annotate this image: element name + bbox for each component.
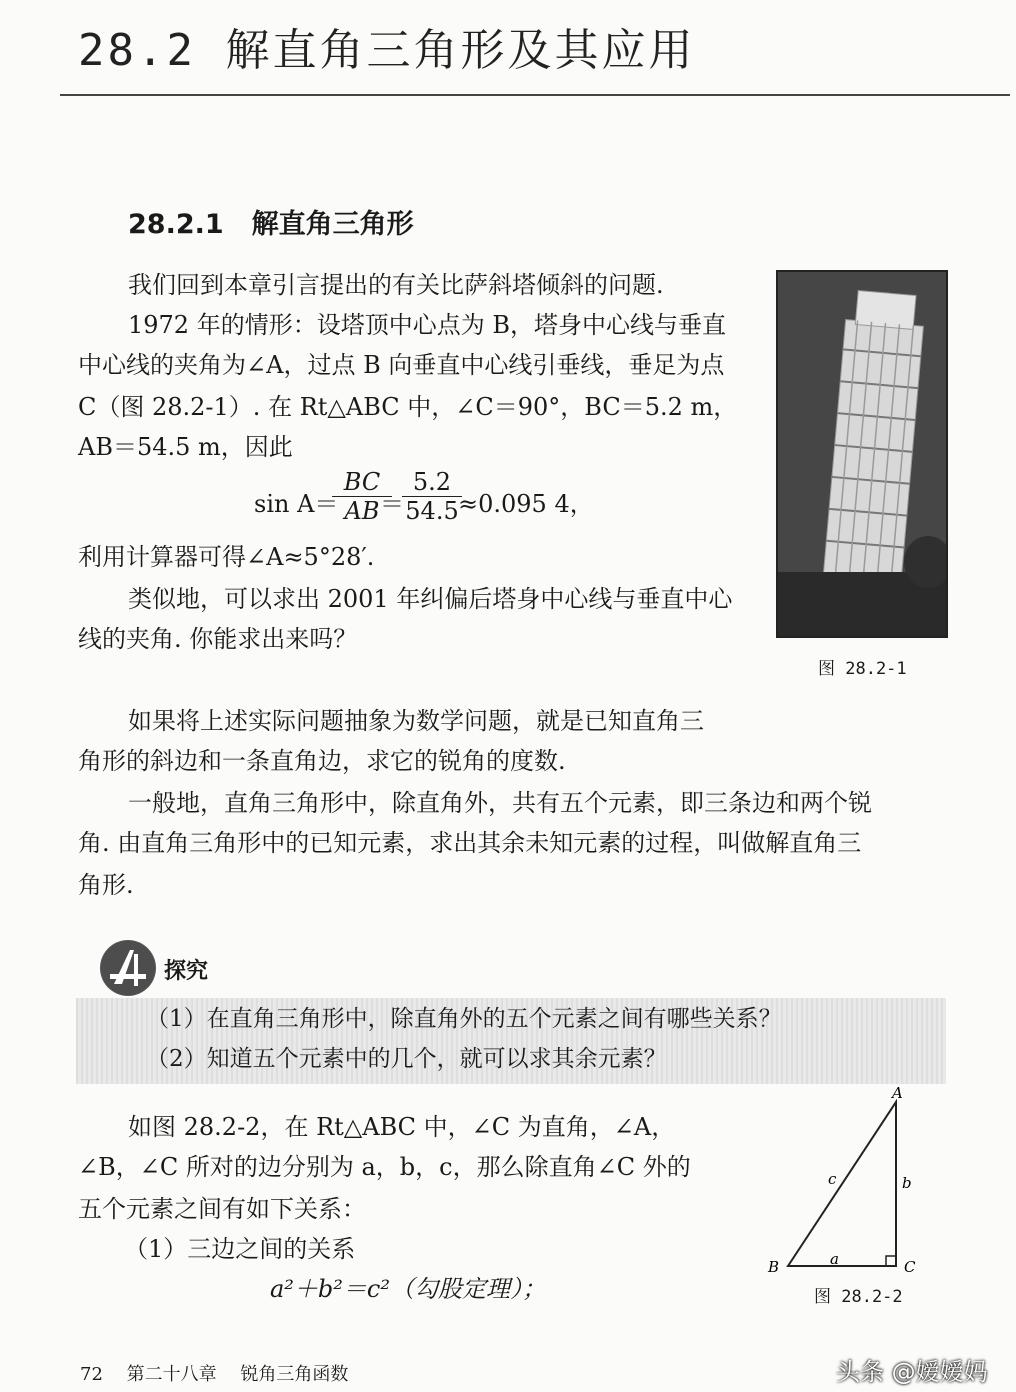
vertex-c-label: C xyxy=(904,1258,916,1276)
relations-item-1: （1）三边之间的关系 xyxy=(124,1235,356,1263)
figure-2-caption: 图 28.2-2 xyxy=(814,1287,903,1307)
abstract-line-4: 角. 由直角三角形中的已知元素，求出其余未知元素的过程，叫做解直角三 xyxy=(78,829,862,857)
formula-equals: ＝ xyxy=(380,490,404,518)
pythagorean-formula: a²＋b²＝c²（勾股定理）； xyxy=(270,1275,546,1303)
explore-question-2: （2）知道五个元素中的几个，就可以求其余元素？ xyxy=(146,1046,667,1072)
frac1-denominator: AB xyxy=(332,496,392,525)
side-b-label: b xyxy=(902,1174,912,1192)
fraction-values xyxy=(402,468,462,525)
footer-topic: 锐角三角函数 xyxy=(240,1364,349,1385)
page-number: 72 xyxy=(80,1364,103,1385)
relations-line-3: 五个元素之间有如下关系： xyxy=(78,1195,366,1223)
figure-1-caption: 图 28.2-1 xyxy=(818,659,907,679)
after-formula-line-1: 利用计算器可得∠A≈5°28′. xyxy=(78,543,375,571)
abstract-line-2: 角形的斜边和一条直角边，求它的锐角的度数. xyxy=(78,747,566,775)
footer-chapter: 第二十八章 xyxy=(126,1364,217,1385)
formula-result: ≈0.095 4， xyxy=(458,490,594,518)
frac1-numerator: BC xyxy=(343,468,381,496)
after-formula-line-3: 线的夹角. 你能求出来吗？ xyxy=(78,625,358,653)
explore-question-1: （1）在直角三角形中，除直角外的五个元素之间有哪些关系？ xyxy=(146,1006,782,1032)
explore-icon xyxy=(100,940,156,996)
intro-line-4: C（图 28.2-1）. 在 Rt△ABC 中，∠C＝90°，BC＝5.2 m， xyxy=(78,393,738,421)
sine-formula xyxy=(254,468,614,532)
frac2-numerator: 5.2 xyxy=(412,468,452,496)
frac2-denominator: 54.5 xyxy=(402,496,462,525)
page-footer xyxy=(80,1360,366,1386)
compass-ruler-icon xyxy=(100,940,156,996)
title-rule xyxy=(60,94,1010,96)
intro-line-2: 1972 年的情形：设塔顶中心点为 B，塔身中心线与垂直 xyxy=(128,311,726,339)
abstract-line-1: 如果将上述实际问题抽象为数学问题，就是已知直角三 xyxy=(128,707,704,735)
explore-label: 探究 xyxy=(164,959,209,984)
side-c-label: c xyxy=(828,1170,837,1188)
abstract-line-3: 一般地，直角三角形中，除直角外，共有五个元素，即三条边和两个锐 xyxy=(128,789,872,817)
vertex-a-label: A xyxy=(892,1084,903,1102)
abstract-line-5: 角形. xyxy=(78,871,134,899)
after-formula-line-2: 类似地，可以求出 2001 年纠偏后塔身中心线与垂直中心 xyxy=(128,585,733,613)
section-number: 28.2.1 xyxy=(128,209,224,240)
relations-line-1: 如图 28.2-2，在 Rt△ABC 中，∠C 为直角，∠A， xyxy=(128,1113,676,1141)
side-a-label: a xyxy=(830,1250,839,1268)
right-triangle-figure xyxy=(760,1080,940,1280)
leaning-tower-photo xyxy=(776,270,948,638)
leaning-tower-illustration xyxy=(778,272,946,636)
vertex-b-label: B xyxy=(768,1258,780,1276)
relations-line-2: ∠B，∠C 所对的边分别为 a，b，c，那么除直角∠C 外的 xyxy=(78,1153,691,1181)
chapter-title: 28.2 解直角三角形及其应用 xyxy=(78,25,696,76)
intro-line-1: 我们回到本章引言提出的有关比萨斜塔倾斜的问题. xyxy=(128,271,664,299)
right-angle-mark xyxy=(886,1256,896,1266)
section-heading xyxy=(128,202,414,241)
intro-line-3: 中心线的夹角为∠A，过点 B 向垂直中心线引垂线，垂足为点 xyxy=(78,351,725,379)
intro-line-5: AB＝54.5 m，因此 xyxy=(78,433,293,461)
triangle-abc xyxy=(788,1102,896,1266)
formula-lhs: sin A＝ xyxy=(254,490,339,518)
watermark: 头条 @嫒嫒妈 xyxy=(836,1358,988,1386)
section-title: 解直角三角形 xyxy=(251,209,414,240)
